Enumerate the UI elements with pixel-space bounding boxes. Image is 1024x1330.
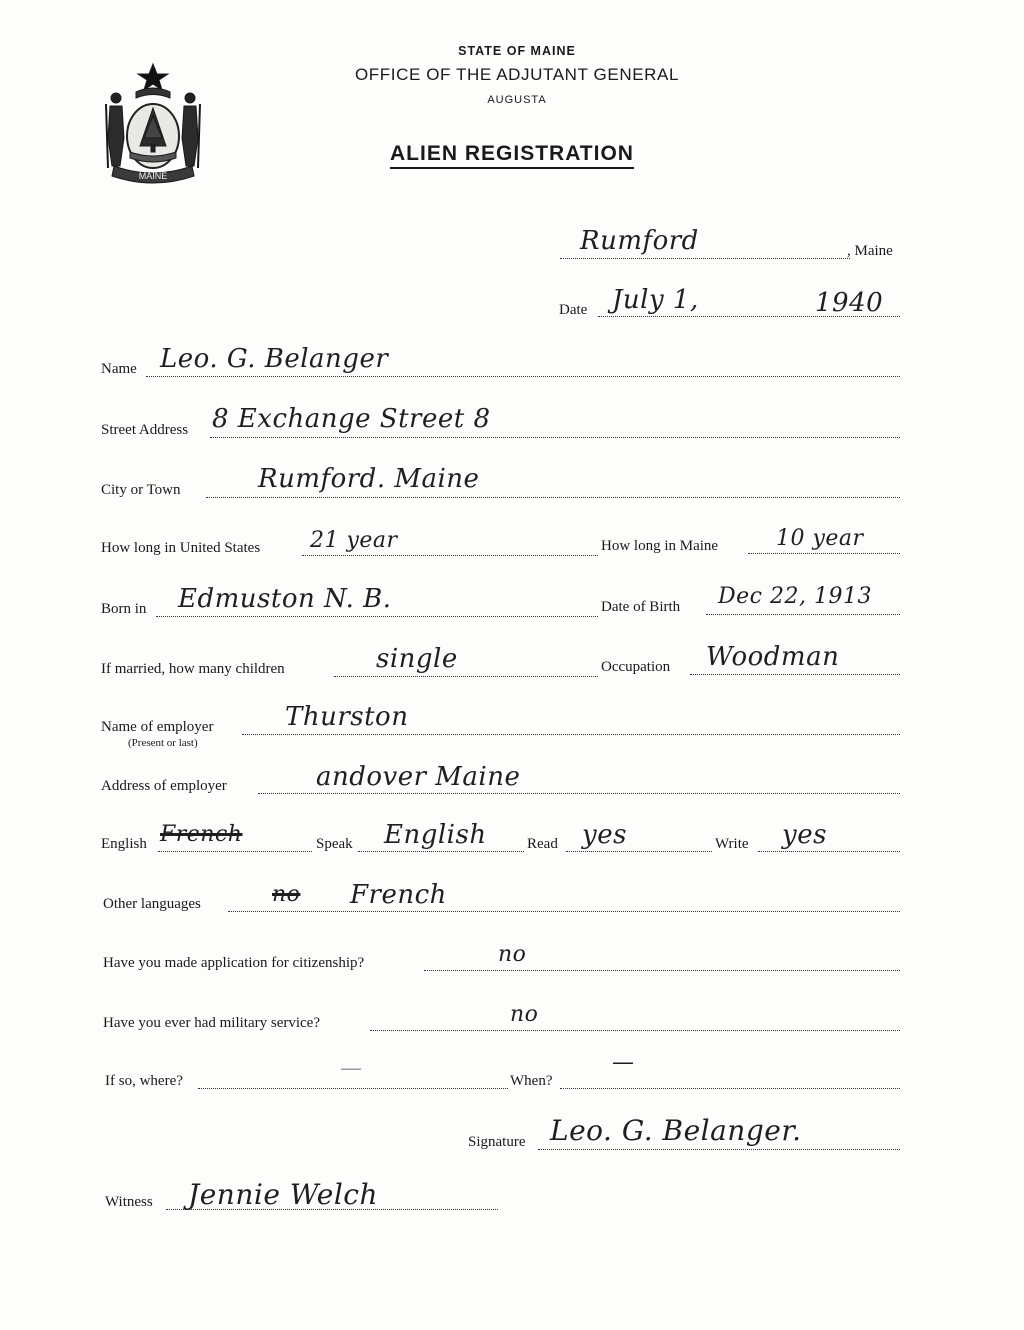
- speak-label: Speak: [316, 836, 353, 852]
- military-line: [370, 1030, 900, 1031]
- city-line: [206, 497, 900, 498]
- employer-address-line: [258, 793, 900, 794]
- us-duration-label: How long in United States: [101, 540, 261, 556]
- other-languages-struck-value: no: [272, 882, 301, 907]
- name-value: Leo. G. Belanger: [160, 344, 389, 374]
- employer-value: Thurston: [285, 702, 409, 732]
- witness-label: Witness: [105, 1194, 153, 1210]
- maine-duration-label: How long in Maine: [601, 538, 719, 554]
- where-line: [198, 1088, 508, 1089]
- date-label: Date: [559, 302, 588, 318]
- witness-value: Jennie Welch: [188, 1178, 379, 1211]
- read-line: [566, 851, 712, 852]
- children-label: If married, how many children: [101, 661, 285, 677]
- name-line: [146, 376, 900, 377]
- street-value: 8 Exchange Street 8: [212, 404, 491, 434]
- speak-line: [358, 851, 524, 852]
- place-suffix: , Maine: [847, 243, 893, 259]
- dob-value: Dec 22, 1913: [718, 584, 872, 609]
- where-label: If so, where?: [105, 1073, 183, 1089]
- other-languages-label: Other languages: [103, 896, 201, 912]
- street-label: Street Address: [101, 422, 189, 438]
- military-label: Have you ever had military service?: [103, 1015, 320, 1031]
- dob-line: [706, 614, 900, 615]
- children-line: [334, 676, 598, 677]
- employer-address-label: Address of employer: [101, 778, 227, 794]
- maine-duration-value: 10 year: [776, 526, 864, 551]
- dob-label: Date of Birth: [601, 599, 681, 615]
- when-label: When?: [510, 1073, 553, 1089]
- signature-value: Leo. G. Belanger.: [550, 1114, 802, 1147]
- other-languages-value: French: [350, 880, 447, 910]
- citizenship-label: Have you made application for citizenship?: [103, 955, 365, 971]
- english-label: English: [101, 836, 147, 852]
- form-title: [0, 142, 1024, 166]
- city-heading: AUGUSTA: [487, 94, 547, 106]
- city-label: City or Town: [101, 482, 181, 498]
- write-label: Write: [715, 836, 749, 852]
- city-value: Rumford. Maine: [258, 464, 480, 494]
- english-value: French: [160, 822, 243, 847]
- write-line: [758, 851, 900, 852]
- born-line: [156, 616, 598, 617]
- employer-line: [242, 734, 900, 735]
- children-value: single: [376, 644, 458, 674]
- occupation-line: [690, 674, 900, 675]
- seal-motto-text: MAINE: [138, 171, 168, 181]
- us-duration-line: [302, 555, 598, 556]
- citizenship-line: [424, 970, 900, 971]
- state-heading: STATE OF MAINE: [458, 44, 576, 58]
- maine-duration-line: [748, 553, 900, 554]
- speak-value: English: [384, 820, 487, 850]
- office-heading: OFFICE OF THE ADJUTANT GENERAL: [354, 65, 680, 84]
- other-languages-line: [228, 911, 900, 912]
- signature-line: [538, 1149, 900, 1150]
- read-value: yes: [582, 820, 627, 850]
- employer-label: Name of employer: [101, 719, 214, 735]
- form-title-text: ALIEN REGISTRATION: [390, 142, 634, 169]
- read-label: Read: [527, 836, 558, 852]
- street-line: [210, 437, 900, 438]
- when-line: [560, 1088, 900, 1089]
- born-label: Born in: [101, 601, 147, 617]
- employer-sublabel: (Present or last): [128, 737, 198, 749]
- name-label: Name: [101, 361, 137, 377]
- write-value: yes: [782, 820, 827, 850]
- us-duration-value: 21 year: [310, 528, 398, 553]
- employer-address-value: andover Maine: [316, 762, 521, 792]
- signature-label: Signature: [468, 1134, 526, 1150]
- occupation-value: Woodman: [706, 642, 840, 672]
- occupation-label: Occupation: [601, 659, 671, 675]
- where-value: —: [340, 1056, 363, 1081]
- place-value: Rumford: [580, 226, 699, 256]
- date-year: 1940: [815, 288, 884, 318]
- born-value: Edmuston N. B.: [178, 584, 392, 614]
- when-value: —: [612, 1050, 635, 1075]
- date-month-day: July 1,: [612, 285, 699, 315]
- place-line: [560, 258, 850, 259]
- military-value: no: [510, 1002, 539, 1027]
- english-line: [158, 851, 312, 852]
- citizenship-value: no: [498, 942, 527, 967]
